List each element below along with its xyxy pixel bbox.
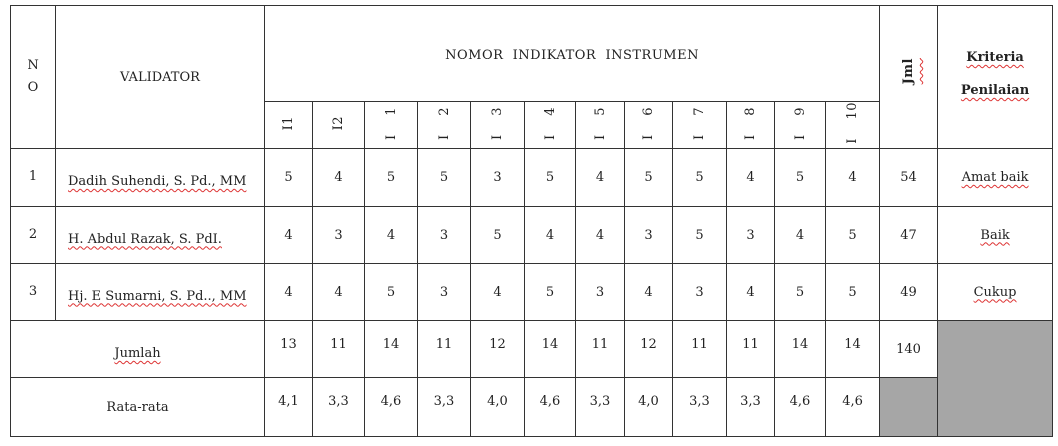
rata-cell: 3,3 <box>313 378 365 437</box>
score-cell: 4 <box>265 207 313 264</box>
row-kriteria <box>938 149 1053 207</box>
row-validator <box>56 264 265 321</box>
validator-row <box>11 264 1053 321</box>
indicator-label: I 9 <box>792 106 808 140</box>
jumlah-cell: 12 <box>625 321 673 378</box>
header-validator <box>56 6 265 149</box>
score-cell: 4 <box>265 264 313 321</box>
rata-row <box>11 378 1053 437</box>
jumlah-cell: 11 <box>418 321 471 378</box>
row-kriteria-text: Cukup <box>973 284 1017 300</box>
score-cell: 4 <box>576 149 625 207</box>
row-no: 1 <box>11 149 56 207</box>
jumlah-label <box>11 321 265 378</box>
score-cell: 4 <box>727 149 775 207</box>
indicator-label: I2 <box>331 115 346 131</box>
score-cell: 5 <box>625 149 673 207</box>
indicator-header <box>313 102 365 149</box>
row-jml: 47 <box>880 207 938 264</box>
header-indicator-group <box>265 6 880 102</box>
jumlah-cell: 11 <box>673 321 727 378</box>
score-cell: 5 <box>471 207 525 264</box>
score-cell: 3 <box>576 264 625 321</box>
validation-table <box>10 5 1053 437</box>
jumlah-cell: 11 <box>313 321 365 378</box>
rata-cell: 4,6 <box>775 378 826 437</box>
header-no <box>11 6 56 149</box>
score-cell: 3 <box>471 149 525 207</box>
score-cell: 5 <box>525 149 576 207</box>
score-cell: 5 <box>365 264 418 321</box>
indicator-label: I 1 <box>383 106 399 140</box>
rata-cell: 3,3 <box>673 378 727 437</box>
jumlah-label-text: Jumlah <box>114 346 161 361</box>
jumlah-cell: 11 <box>576 321 625 378</box>
row-validator <box>56 207 265 264</box>
score-cell: 4 <box>826 149 880 207</box>
header-kriteria-line2: Penilaian <box>960 83 1030 98</box>
indicator-label: I 8 <box>743 106 758 140</box>
score-cell: 4 <box>727 264 775 321</box>
score-cell: 4 <box>471 264 525 321</box>
validator-row <box>11 149 1053 207</box>
score-cell: 5 <box>525 264 576 321</box>
indicator-label: I 6 <box>641 106 656 140</box>
score-cell: 4 <box>313 149 365 207</box>
header-jml-text: Jml <box>901 58 917 85</box>
indicator-header <box>365 102 418 149</box>
jumlah-cell: 14 <box>775 321 826 378</box>
score-cell: 5 <box>418 149 471 207</box>
indicator-header <box>418 102 471 149</box>
header-indicator-group-text: NOMOR INDIKATOR INSTRUMEN <box>445 48 699 63</box>
score-cell: 5 <box>775 149 826 207</box>
shaded-cell <box>938 321 1053 437</box>
row-kriteria-text: Baik <box>980 227 1010 243</box>
score-cell: 4 <box>625 264 673 321</box>
rata-cell: 4,6 <box>525 378 576 437</box>
score-cell: 5 <box>673 207 727 264</box>
jumlah-jml: 140 <box>880 321 938 378</box>
indicator-header <box>576 102 625 149</box>
score-cell: 5 <box>826 207 880 264</box>
score-cell: 4 <box>525 207 576 264</box>
rata-label: Rata-rata <box>11 378 265 437</box>
jumlah-cell: 11 <box>727 321 775 378</box>
header-kriteria <box>938 6 1053 149</box>
indicator-label: I 3 <box>490 106 505 140</box>
indicator-label: I 10 <box>845 102 861 144</box>
indicator-header <box>775 102 826 149</box>
indicator-label: I 4 <box>542 106 558 140</box>
score-cell: 3 <box>313 207 365 264</box>
indicator-label: I 2 <box>436 106 452 140</box>
header-validator-text: VALIDATOR <box>120 70 200 85</box>
jumlah-cell: 12 <box>471 321 525 378</box>
shaded-jml-cell <box>880 378 938 437</box>
indicator-label: I1 <box>281 115 296 131</box>
indicator-header <box>826 102 880 149</box>
row-kriteria <box>938 264 1053 321</box>
indicator-header <box>727 102 775 149</box>
rata-cell: 3,3 <box>576 378 625 437</box>
row-jml: 49 <box>880 264 938 321</box>
row-no: 2 <box>11 207 56 264</box>
score-cell: 3 <box>625 207 673 264</box>
header-no-text: N O <box>27 58 39 95</box>
indicator-header <box>525 102 576 149</box>
row-validator-name: Hj. E Sumarni, S. Pd.., MM <box>68 288 247 304</box>
rata-cell: 4,0 <box>625 378 673 437</box>
score-cell: 3 <box>418 207 471 264</box>
indicator-header <box>673 102 727 149</box>
indicator-header <box>625 102 673 149</box>
rata-cell: 3,3 <box>418 378 471 437</box>
row-no: 3 <box>11 264 56 321</box>
indicator-label: I 5 <box>592 106 608 140</box>
jumlah-row <box>11 321 1053 378</box>
indicator-header <box>471 102 525 149</box>
jumlah-cell: 14 <box>525 321 576 378</box>
row-validator <box>56 149 265 207</box>
rata-cell: 4,6 <box>826 378 880 437</box>
header-jml <box>880 6 938 149</box>
score-cell: 5 <box>265 149 313 207</box>
indicator-header <box>265 102 313 149</box>
rata-cell: 4,0 <box>471 378 525 437</box>
score-cell: 5 <box>365 149 418 207</box>
score-cell: 3 <box>727 207 775 264</box>
row-validator-name: Dadih Suhendi, S. Pd., MM <box>68 174 247 189</box>
indicator-label: I 7 <box>692 106 707 140</box>
jumlah-cell: 14 <box>826 321 880 378</box>
score-cell: 5 <box>775 264 826 321</box>
score-cell: 3 <box>418 264 471 321</box>
rata-cell: 4,1 <box>265 378 313 437</box>
jumlah-cell: 13 <box>265 321 313 378</box>
header-kriteria-line1: Kriteria <box>966 50 1024 65</box>
jumlah-cell: 14 <box>365 321 418 378</box>
row-kriteria-text: Amat baik <box>961 170 1029 185</box>
score-cell: 4 <box>365 207 418 264</box>
row-validator-name: H. Abdul Razak, S. PdI. <box>68 231 222 247</box>
score-cell: 5 <box>673 149 727 207</box>
score-cell: 4 <box>775 207 826 264</box>
row-kriteria <box>938 207 1053 264</box>
validator-row <box>11 207 1053 264</box>
score-cell: 4 <box>313 264 365 321</box>
row-jml: 54 <box>880 149 938 207</box>
rata-cell: 4,6 <box>365 378 418 437</box>
score-cell: 3 <box>673 264 727 321</box>
score-cell: 4 <box>576 207 625 264</box>
score-cell: 5 <box>826 264 880 321</box>
rata-cell: 3,3 <box>727 378 775 437</box>
